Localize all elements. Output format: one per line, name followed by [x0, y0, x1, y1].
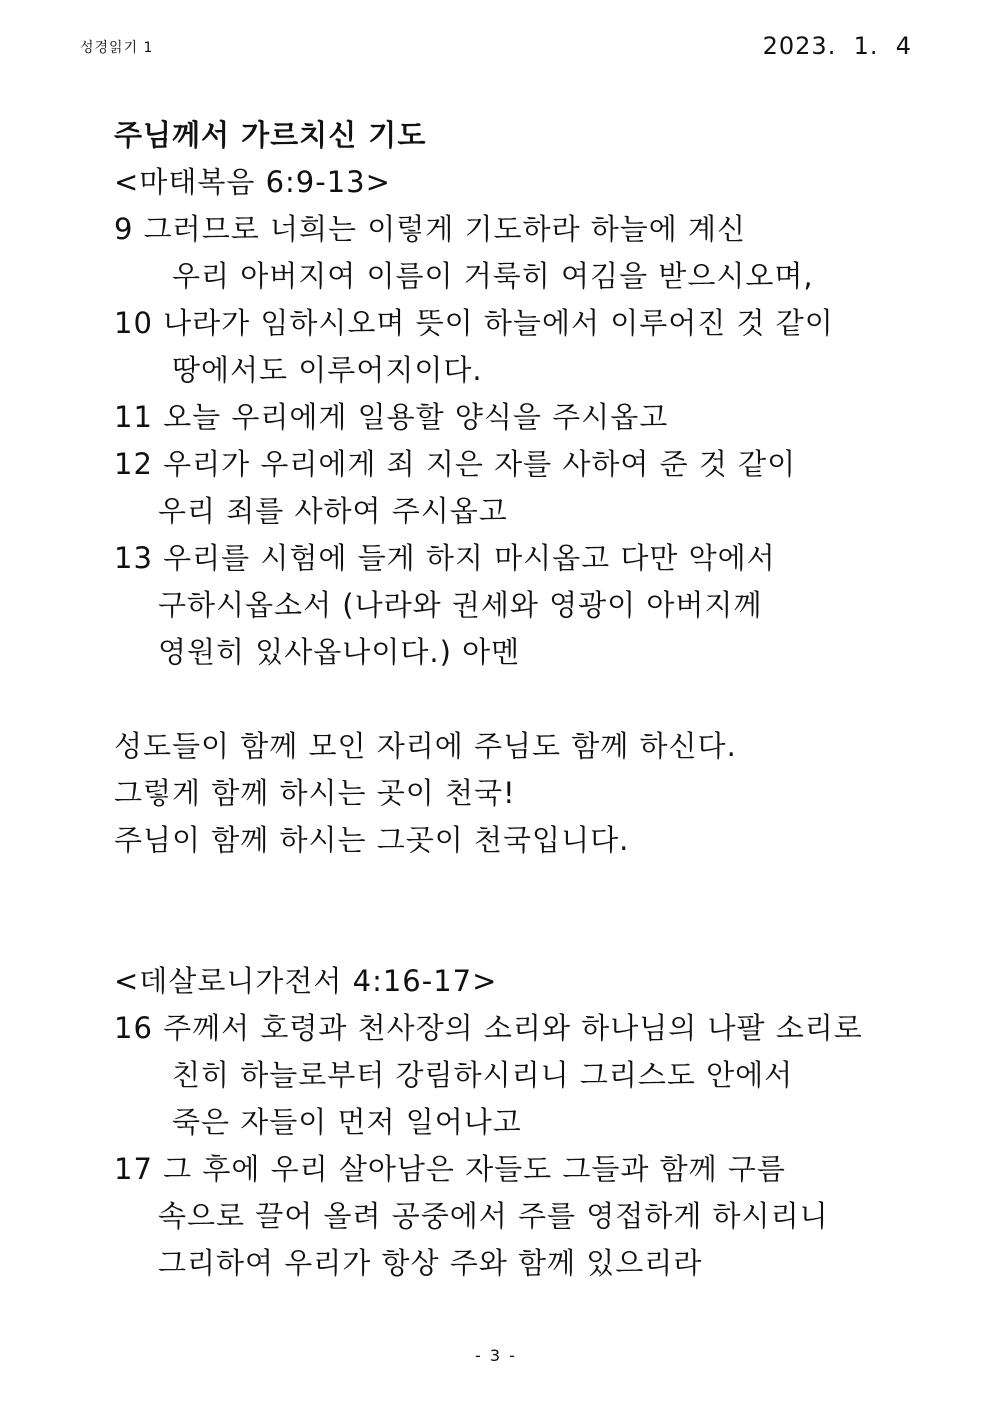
verse-13-line-1: 13 우리를 시험에 들게 하지 마시옵고 다만 악에서 [114, 541, 776, 575]
verse-17-line-3: 그리하여 우리가 항상 주와 함께 있으리라 [158, 1246, 703, 1280]
spacer [114, 864, 914, 911]
verse-17-line-2: 속으로 끌어 올려 공중에서 주를 영접하게 하시리니 [158, 1199, 829, 1233]
verse-16-line-1: 16 주께서 호령과 천사장의 소리와 하나님의 나팔 소리로 [114, 1011, 863, 1045]
verse-12-line-2: 우리 죄를 사하여 주시옵고 [158, 494, 508, 528]
spacer [114, 911, 914, 958]
verse-13-line-2: 구하시옵소서 (나라와 권세와 영광이 아버지께 [158, 588, 763, 622]
verse-17-line-1: 17 그 후에 우리 살아남은 자들도 그들과 함께 구름 [114, 1152, 786, 1186]
section-title: 주님께서 가르치신 기도 [114, 118, 427, 152]
page-number: - 3 - [475, 1346, 517, 1365]
verse-10-line-2: 땅에서도 이루어지이다. [172, 353, 483, 387]
verse-13-line-3: 영원히 있사옵나이다.) 아멘 [158, 635, 521, 669]
verse-9-line-1: 9 그러므로 너희는 이렇게 기도하라 하늘에 계신 [114, 212, 747, 246]
scripture-reference-matthew: <마태복음 6:9-13> [114, 165, 391, 199]
spacer [114, 676, 914, 723]
verse-16-line-2: 친히 하늘로부터 강림하시리니 그리스도 안에서 [172, 1058, 794, 1092]
reflection-line-3: 주님이 함께 하시는 그곳이 천국입니다. [114, 823, 630, 857]
verse-16-line-3: 죽은 자들이 먼저 일어나고 [172, 1105, 522, 1139]
verse-10-line-1: 10 나라가 임하시오며 뜻이 하늘에서 이루어진 것 같이 [114, 306, 834, 340]
header-date: 2023. 1. 4 [762, 32, 912, 60]
scripture-reference-thessalonians: <데살로니가전서 4:16-17> [114, 964, 498, 998]
verse-9-line-2: 우리 아버지여 이름이 거룩히 여김을 받으시오며, [172, 259, 814, 293]
header-document-label: 성경읽기 1 [80, 40, 154, 56]
verse-12-line-1: 12 우리가 우리에게 죄 지은 자를 사하여 준 것 같이 [114, 447, 797, 481]
reflection-line-1: 성도들이 함께 모인 자리에 주님도 함께 하신다. [114, 729, 737, 763]
verse-11: 11 오늘 우리에게 일용할 양식을 주시옵고 [114, 400, 669, 434]
reflection-line-2: 그렇게 함께 하시는 곳이 천국! [114, 776, 516, 810]
document-body [114, 112, 914, 1287]
